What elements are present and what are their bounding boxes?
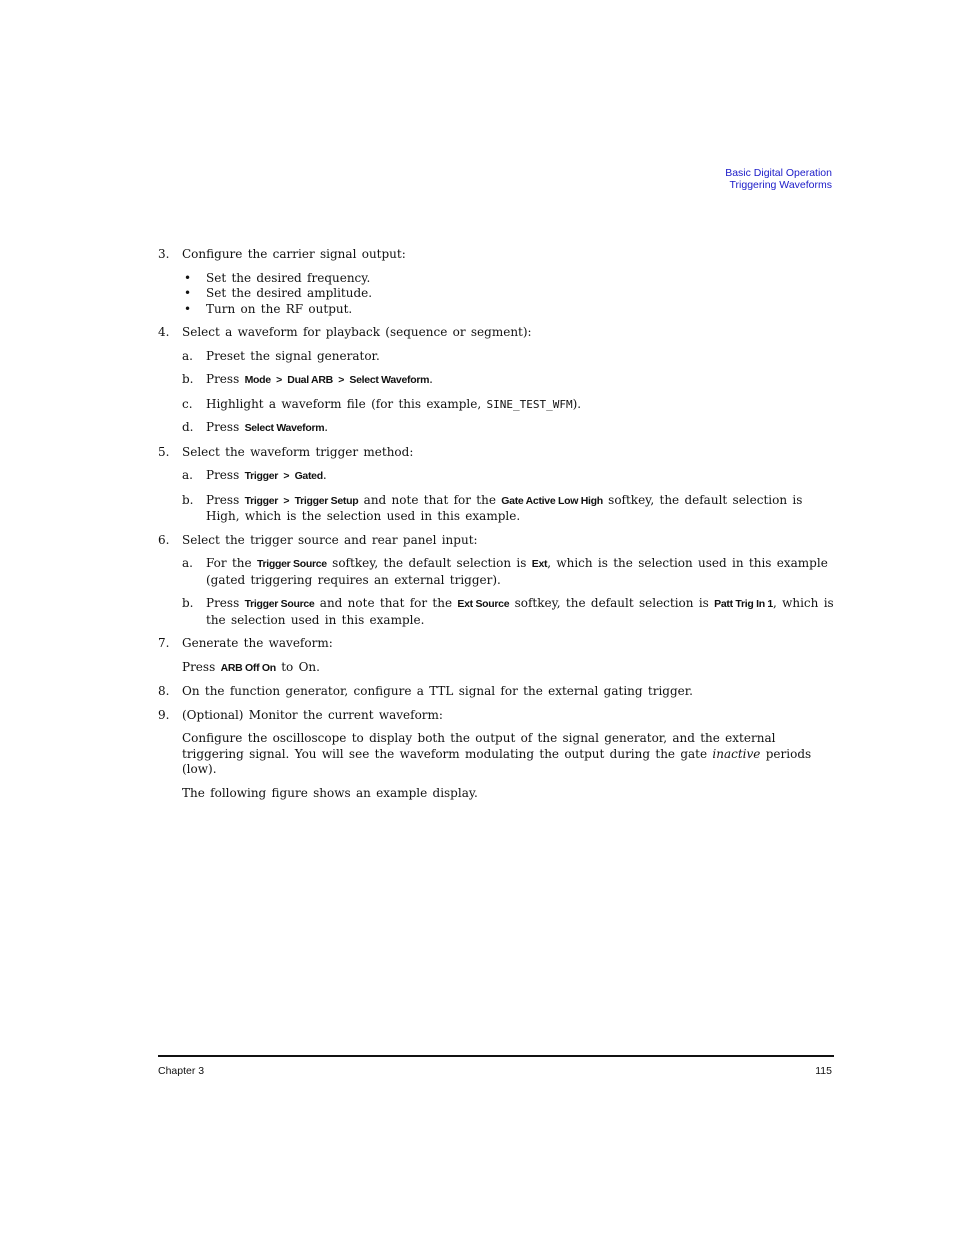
step-text: Generate the waveform: (182, 636, 333, 650)
trigger-source-key: Trigger Source (256, 558, 327, 570)
bullet-icon: • (184, 270, 192, 285)
substep-letter: a. (182, 556, 193, 570)
press-label: Press (206, 596, 240, 610)
step-text: Configure the carrier signal output: (182, 247, 406, 261)
bullet-icon: • (184, 301, 192, 316)
step-text: Select the waveform trigger method: (182, 444, 414, 459)
gate-active-low-high-key: Gate Active Low High (501, 494, 603, 507)
substep-4b (182, 372, 834, 389)
substep-6b (182, 596, 834, 628)
trigger-key: Trigger (244, 470, 279, 482)
punctuation: . (324, 420, 329, 434)
substep-text: Highlight a waveform file (for this example, (206, 396, 482, 411)
substep-6a (182, 556, 834, 588)
punctuation: . (322, 468, 327, 482)
step-9 (158, 708, 834, 802)
step-8 (158, 684, 834, 700)
substep-4a (182, 349, 834, 365)
bullet-icon: • (184, 286, 192, 300)
step-5 (158, 445, 834, 525)
punctuation: . (429, 372, 433, 386)
step-number: 4. (158, 325, 170, 339)
menu-separator: > (276, 374, 282, 386)
step-text: Select a waveform for playback (sequence or segment): (182, 325, 532, 339)
substep-text: softkey, the default selection is (514, 596, 709, 610)
bullet-text: Set the desired frequency. (206, 270, 371, 285)
substep-text: softkey, the default selection is (332, 556, 527, 570)
substep-text: and note that for the (319, 596, 453, 610)
step-text: (Optional) Monitor the current waveform: (182, 707, 443, 722)
step-text: On the function generator, configure a TTL signal for the external gating trigger. (182, 684, 693, 698)
trigger-key: Trigger (244, 494, 279, 507)
press-label: Press (206, 492, 240, 507)
step-number: 5. (158, 444, 170, 459)
ext-key: Ext (531, 558, 548, 570)
bullet-list (182, 271, 834, 318)
menu-separator: > (338, 374, 345, 386)
step-7 (158, 636, 834, 676)
patt-trig-in-1-key: Patt Trig In 1 (714, 598, 773, 610)
footer-rule (158, 1055, 834, 1057)
select-waveform-key: Select Waveform (244, 422, 325, 434)
substep-5a (182, 468, 834, 485)
bullet-item (182, 286, 834, 302)
substep-text: softkey, the default selection is High, which is the selection used in this example. (206, 492, 803, 523)
ext-source-key: Ext Source (457, 598, 510, 610)
select-waveform-key: Select Waveform (349, 374, 430, 386)
substep-text: , which is the selection used in this example (gated triggering requires an external trigger). (206, 556, 828, 587)
menu-separator: > (283, 470, 290, 482)
dual-arb-key: Dual ARB (287, 374, 333, 386)
step-3 (158, 247, 834, 317)
substep-letter: a. (182, 468, 193, 482)
arb-off-on-key: ARB Off On (220, 661, 276, 674)
press-label: Press (206, 420, 240, 434)
header-subsection-link[interactable]: Triggering Waveforms (729, 179, 832, 191)
step-4 (158, 325, 834, 437)
substep-letter: b. (182, 372, 194, 386)
menu-separator: > (283, 494, 290, 507)
bullet-text: Set the desired amplitude. (206, 286, 373, 300)
paragraph-text: Configure the oscilloscope to display both the output of the signal generator, and the external triggering signal. You will see the waveform modulating the output during the gate (182, 731, 776, 761)
step-number: 9. (158, 707, 170, 722)
step-text: to On. (281, 659, 320, 674)
gated-key: Gated (294, 470, 323, 482)
paragraph-text: periods (low). (182, 746, 812, 776)
mode-key: Mode (244, 374, 271, 386)
substep-letter: b. (182, 596, 194, 610)
substep-letter: c. (182, 396, 193, 411)
substep-4d (182, 420, 834, 437)
substep-text: Preset the signal generator. (206, 348, 380, 363)
footer-chapter: Chapter 3 (158, 1065, 205, 1077)
bullet-text: Turn on the RF output. (206, 301, 353, 316)
substep-text: and note that for the (363, 492, 496, 507)
procedure-body (158, 247, 834, 809)
step-text: Select the trigger source and rear panel input: (182, 532, 478, 547)
trigger-setup-key: Trigger Setup (294, 494, 359, 507)
emphasis-text: inactive (712, 746, 761, 761)
bullet-item (182, 271, 834, 287)
step-6 (158, 533, 834, 629)
step-7-instruction (182, 660, 834, 677)
substep-letter: b. (182, 492, 194, 507)
footer-page-number: 115 (815, 1065, 832, 1077)
substep-letter: d. (182, 420, 194, 434)
substep-text: , which is the selection used in this example. (206, 596, 834, 627)
press-label: Press (182, 659, 216, 674)
press-label: Press (206, 372, 240, 386)
figure-intro-paragraph: The following figure shows an example display. (182, 785, 478, 800)
substep-4c (182, 397, 834, 413)
punctuation: ). (572, 396, 582, 411)
press-label: Press (206, 468, 240, 482)
bullet-item (182, 302, 834, 318)
waveform-filename: SINE_TEST_WFM (486, 397, 573, 411)
step-9-paragraph (182, 731, 834, 778)
running-header (725, 167, 832, 191)
step-number: 8. (158, 684, 170, 698)
substep-5b (182, 493, 834, 525)
step-number: 7. (158, 636, 170, 650)
step-number: 3. (158, 247, 170, 261)
substep-text: For the (206, 556, 252, 570)
step-number: 6. (158, 532, 170, 547)
trigger-source-key: Trigger Source (244, 598, 315, 610)
header-section-link[interactable]: Basic Digital Operation (725, 167, 832, 179)
substep-letter: a. (182, 348, 193, 363)
